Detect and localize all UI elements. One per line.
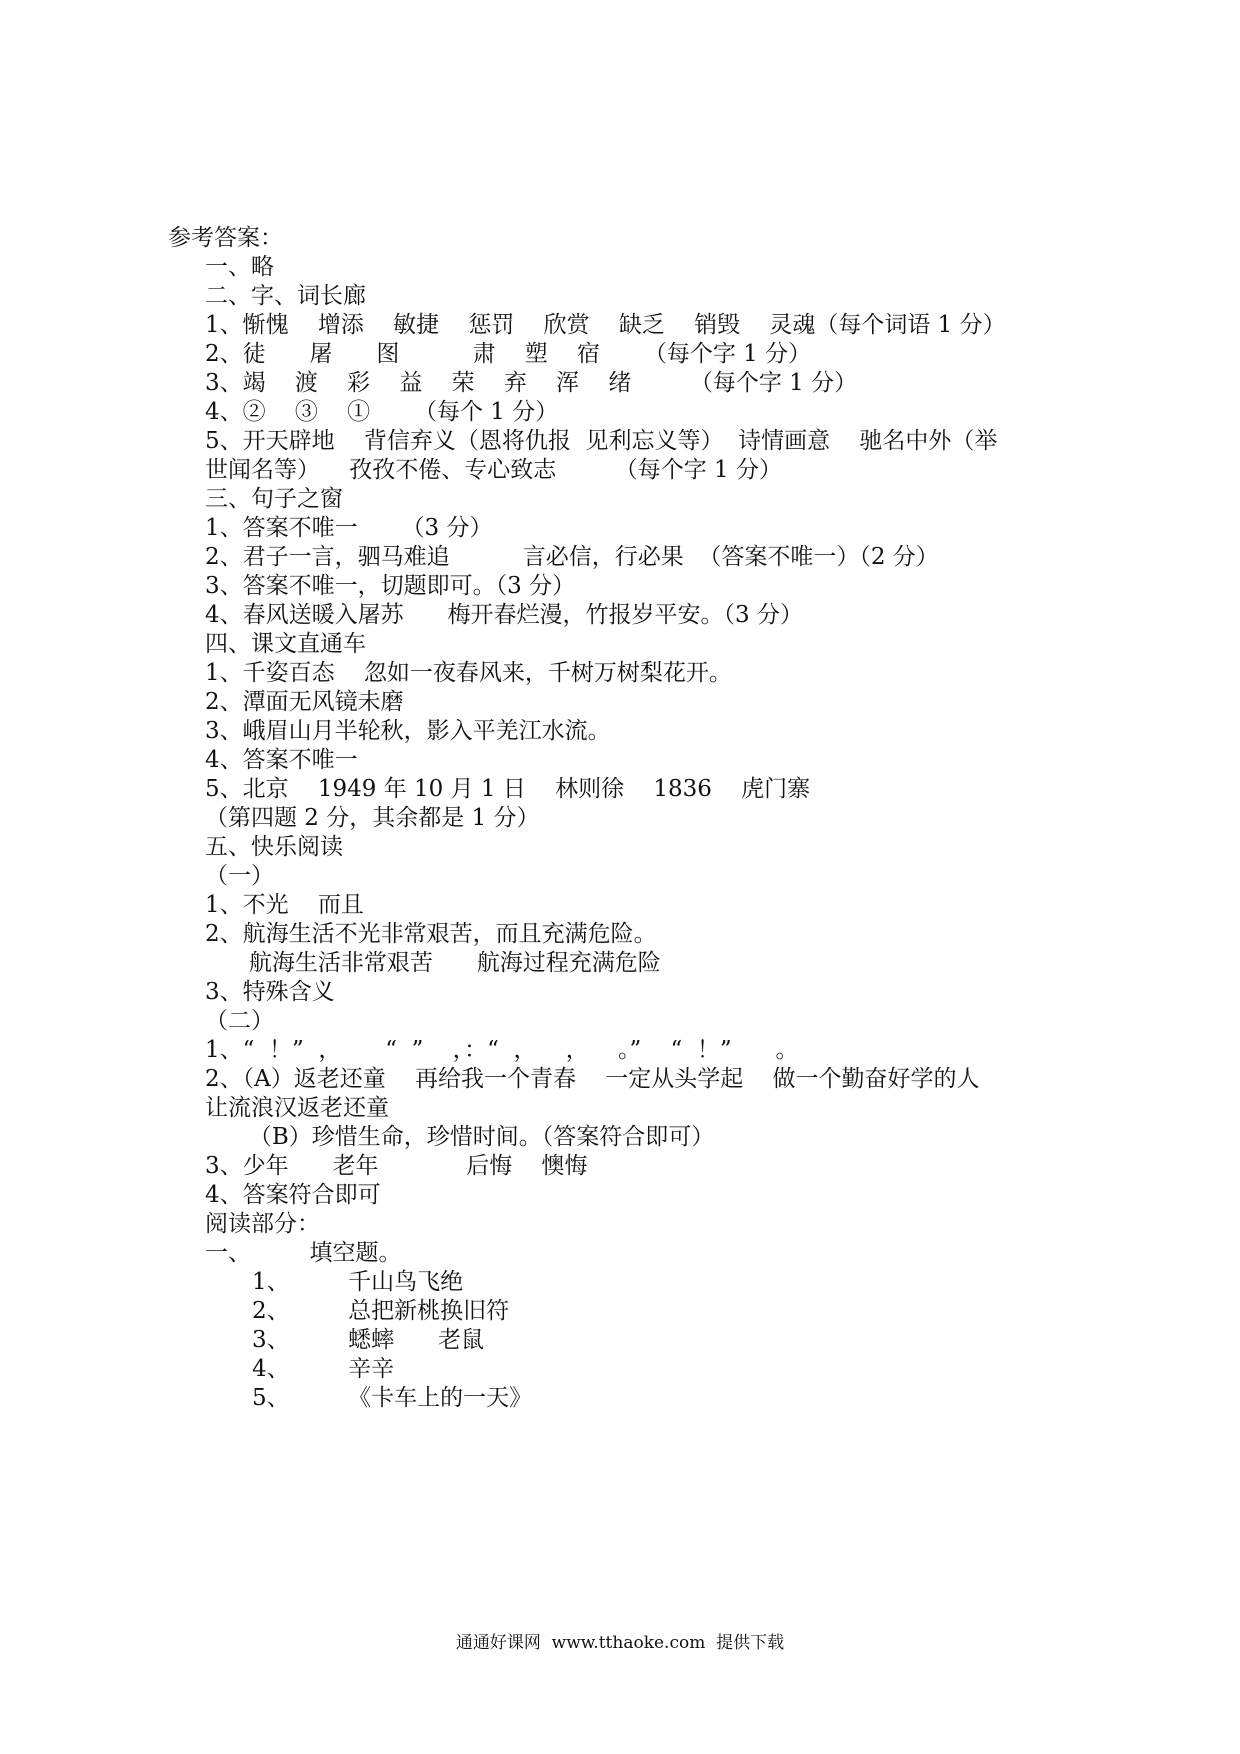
section-1-title: 一、略 (205, 254, 274, 280)
answer-line-continued: 让流浪汉返老还童 (205, 1095, 389, 1121)
scoring-note: （第四题 2 分，其余都是 1 分） (205, 805, 540, 831)
reading-section-title: 阅读部分： (205, 1211, 320, 1237)
section-4-title: 四、课文直通车 (205, 631, 366, 657)
answer-line: 1、“ ！” ， “ ” ，：“ ， ， 。” “ ！” 。 (205, 1037, 799, 1063)
fill-blank-item: 3、 蟋蟀 老鼠 (252, 1327, 484, 1353)
answer-line: 1、惭愧 增添 敏捷 惩罚 欣赏 缺乏 销毁 灵魂（每个词语 1 分） (205, 312, 1006, 338)
section-3-title: 三、句子之窗 (205, 486, 343, 512)
answer-line: 5、北京 1949 年 10 月 1 日 林则徐 1836 虎门寨 (205, 776, 811, 802)
answer-line: 1、千姿百态 忽如一夜春风来，千树万树梨花开。 (205, 660, 732, 686)
fill-blank-item: 5、 《卡车上的一天》 (252, 1385, 533, 1411)
fill-blank-item: 1、 千山鸟飞绝 (252, 1269, 464, 1295)
answer-line: 2、（A）返老还童 再给我一个青春 一定从头学起 做一个勤奋好学的人 (205, 1066, 980, 1092)
answer-line: 2、君子一言，驷马难追 言必信，行必果 （答案不唯一）（2 分） (205, 544, 939, 570)
answer-line: 2、潭面无风镜未磨 (205, 689, 404, 715)
fill-blank-item: 2、 总把新桃换旧符 (252, 1298, 510, 1324)
answer-line: 3、峨眉山月半轮秋，影入平羌江水流。 (205, 718, 611, 744)
answer-line: 1、不光 而且 (205, 892, 364, 918)
answer-line: 3、特殊含义 (205, 979, 335, 1005)
answer-line: 3、少年 老年 后悔 懊悔 (205, 1153, 588, 1179)
fill-blank-item: 4、 辛辛 (252, 1356, 395, 1382)
answer-line: 2、徒 屠 图 肃 塑 宿 （每个字 1 分） (205, 341, 812, 367)
section-2-title: 二、字、词长廊 (205, 283, 366, 309)
answer-line: 3、答案不唯一，切题即可。（3 分） (205, 573, 576, 599)
answer-line-continued: （B）珍惜生命，珍惜时间。（答案符合即可） (205, 1124, 715, 1150)
fill-blank-title: 一、 填空题。 (205, 1240, 402, 1266)
answer-line: 1、答案不唯一 （3 分） (205, 515, 493, 541)
footer-credit: 通通好课网 www.tthaoke.com 提供下载 (455, 1633, 785, 1653)
subsection-title: （二） (205, 1008, 274, 1034)
answer-heading: 参考答案： (168, 225, 283, 251)
answer-line: 4、答案不唯一 (205, 747, 358, 773)
answer-line-continued: 航海生活非常艰苦 航海过程充满危险 (205, 950, 661, 976)
answer-line: 4、② ③ ① （每个 1 分） (205, 399, 559, 425)
answer-line: 4、答案符合即可 (205, 1182, 381, 1208)
subsection-title: （一） (205, 863, 274, 889)
answer-line-continued: 世闻名等） 孜孜不倦、专心致志 （每个字 1 分） (205, 457, 782, 483)
answer-line: 4、春风送暖入屠苏 梅开春烂漫，竹报岁平安。（3 分） (205, 602, 803, 628)
answer-line: 3、竭 渡 彩 益 荣 弃 浑 绪 （每个字 1 分） (205, 370, 858, 396)
section-5-title: 五、快乐阅读 (205, 834, 343, 860)
answer-line: 5、开天辟地 背信弃义（恩将仇报 见利忘义等） 诗情画意 驰名中外（举 (205, 428, 998, 454)
answer-line: 2、航海生活不光非常艰苦，而且充满危险。 (205, 921, 657, 947)
